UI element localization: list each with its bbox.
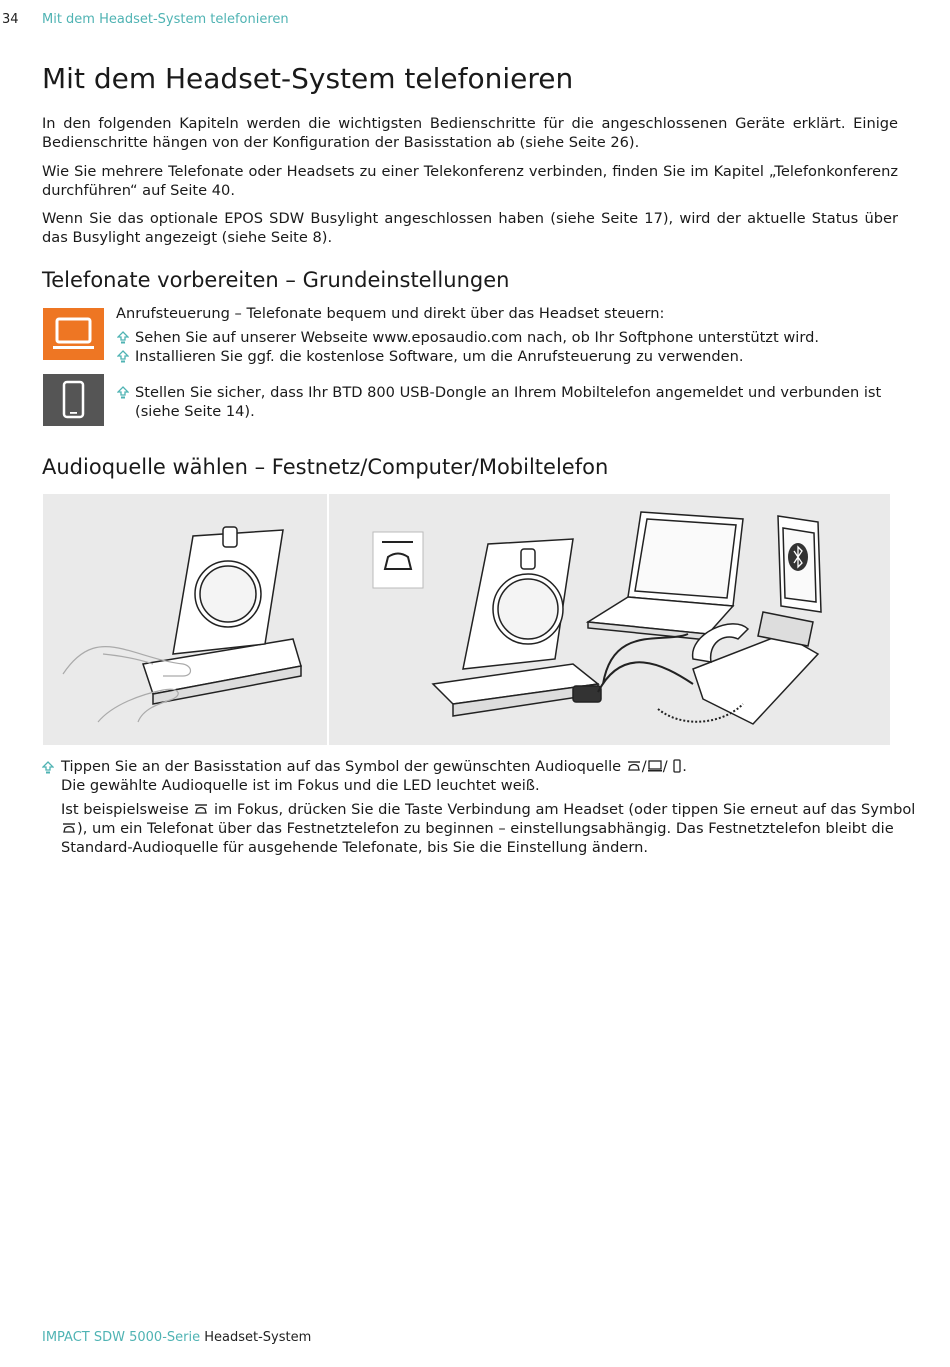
audio-source-illustration: [43, 494, 890, 745]
arrow-bullet-icon: [42, 761, 54, 775]
intro-paragraph-1: In den folgenden Kapiteln werden die wichtigsten Bedienschritte für die angeschlossenen Geräte erklärt. Einige Bedienschritte hängen von der Konfiguration der Basisstation ab (siehe Seite 26).: [42, 115, 898, 151]
step-select-source: Tippen Sie an der Basisstation auf das Symbol der gewünschten Audioquelle / / .: [61, 758, 687, 775]
mobile-phone-icon: [672, 759, 682, 773]
landline-icon: [193, 802, 209, 816]
mobile-phone-icon: [43, 374, 104, 426]
computer-icon: [43, 308, 104, 360]
base-station-closeup: [143, 527, 301, 704]
footer-doc: Headset-System: [204, 1330, 312, 1345]
footer: [42, 1330, 311, 1345]
example-line-2: [61, 819, 894, 838]
arrow-bullet-icon: [117, 386, 129, 400]
bullet-dongle-line-1: Stellen Sie sicher, dass Ihr BTD 800 USB-Dongle an Ihrem Mobiltelefon angemeldet und verbunden ist: [135, 384, 882, 401]
intro-paragraph-3: Wenn Sie das optionale EPOS SDW Busylight angeschlossen haben (siehe Seite 17), wird der aktuelle Status über das Busylight angezeigt (siehe Seite 8).: [42, 210, 898, 246]
arrow-bullet-icon: [117, 350, 129, 364]
computer-icon: [647, 759, 663, 773]
page-number: 34: [2, 12, 19, 27]
section-heading-preparation: Telefonate vorbereiten – Grundeinstellungen: [42, 268, 510, 292]
footer-series: IMPACT SDW 5000-Serie: [42, 1330, 201, 1345]
call-control-lead: Anrufsteuerung – Telefonate bequem und direkt über das Headset steuern:: [116, 305, 665, 322]
page-title: Mit dem Headset-System telefonieren: [42, 62, 574, 95]
section-heading-audio-source: Audioquelle wählen – Festnetz/Computer/Mobiltelefon: [42, 455, 609, 479]
arrow-bullet-icon: [117, 331, 129, 345]
running-header: Mit dem Headset-System telefonieren: [42, 12, 289, 27]
example-line-2-text: ), um ein Telefonat über das Festnetztelefon zu beginnen – einstellungsabhängig. Das Festnetztelefon bleibt die: [77, 820, 894, 837]
bullet-dongle-line-2: (siehe Seite 14).: [135, 403, 255, 420]
base-station: [433, 539, 601, 716]
bullet-softphone-check: Sehen Sie auf unserer Webseite www.eposaudio.com nach, ob Ihr Softphone unterstützt wird.: [135, 329, 819, 346]
example-line-1a: Ist beispielsweise: [61, 801, 189, 818]
laptop: [588, 512, 743, 640]
landline-source-tile: [373, 532, 423, 588]
example-line-1: [61, 800, 915, 819]
step-focus-info: Die gewählte Audioquelle ist im Fokus und die LED leuchtet weiß.: [61, 777, 540, 794]
example-line-1b: im Fokus, drücken Sie die Taste Verbindung am Headset (oder tippen Sie erneut auf das Symbol: [213, 801, 916, 818]
landline-icon: [626, 759, 642, 773]
smartphone: [778, 516, 821, 612]
intro-paragraph-2: Wie Sie mehrere Telefonate oder Headsets zu einer Telekonferenz verbinden, finden Sie im Kapitel „Telefonkonferenz durchführen“ auf Seite 40.: [42, 163, 898, 199]
step-select-source-text: Tippen Sie an der Basisstation auf das Symbol der gewünschten Audioquelle: [61, 758, 622, 775]
landline-icon: [61, 821, 77, 835]
bullet-install-software: Installieren Sie ggf. die kostenlose Software, um die Anrufsteuerung zu verwenden.: [135, 348, 744, 365]
example-line-3: Standard-Audioquelle für ausgehende Telefonate, bis Sie die Einstellung ändern.: [61, 839, 648, 856]
